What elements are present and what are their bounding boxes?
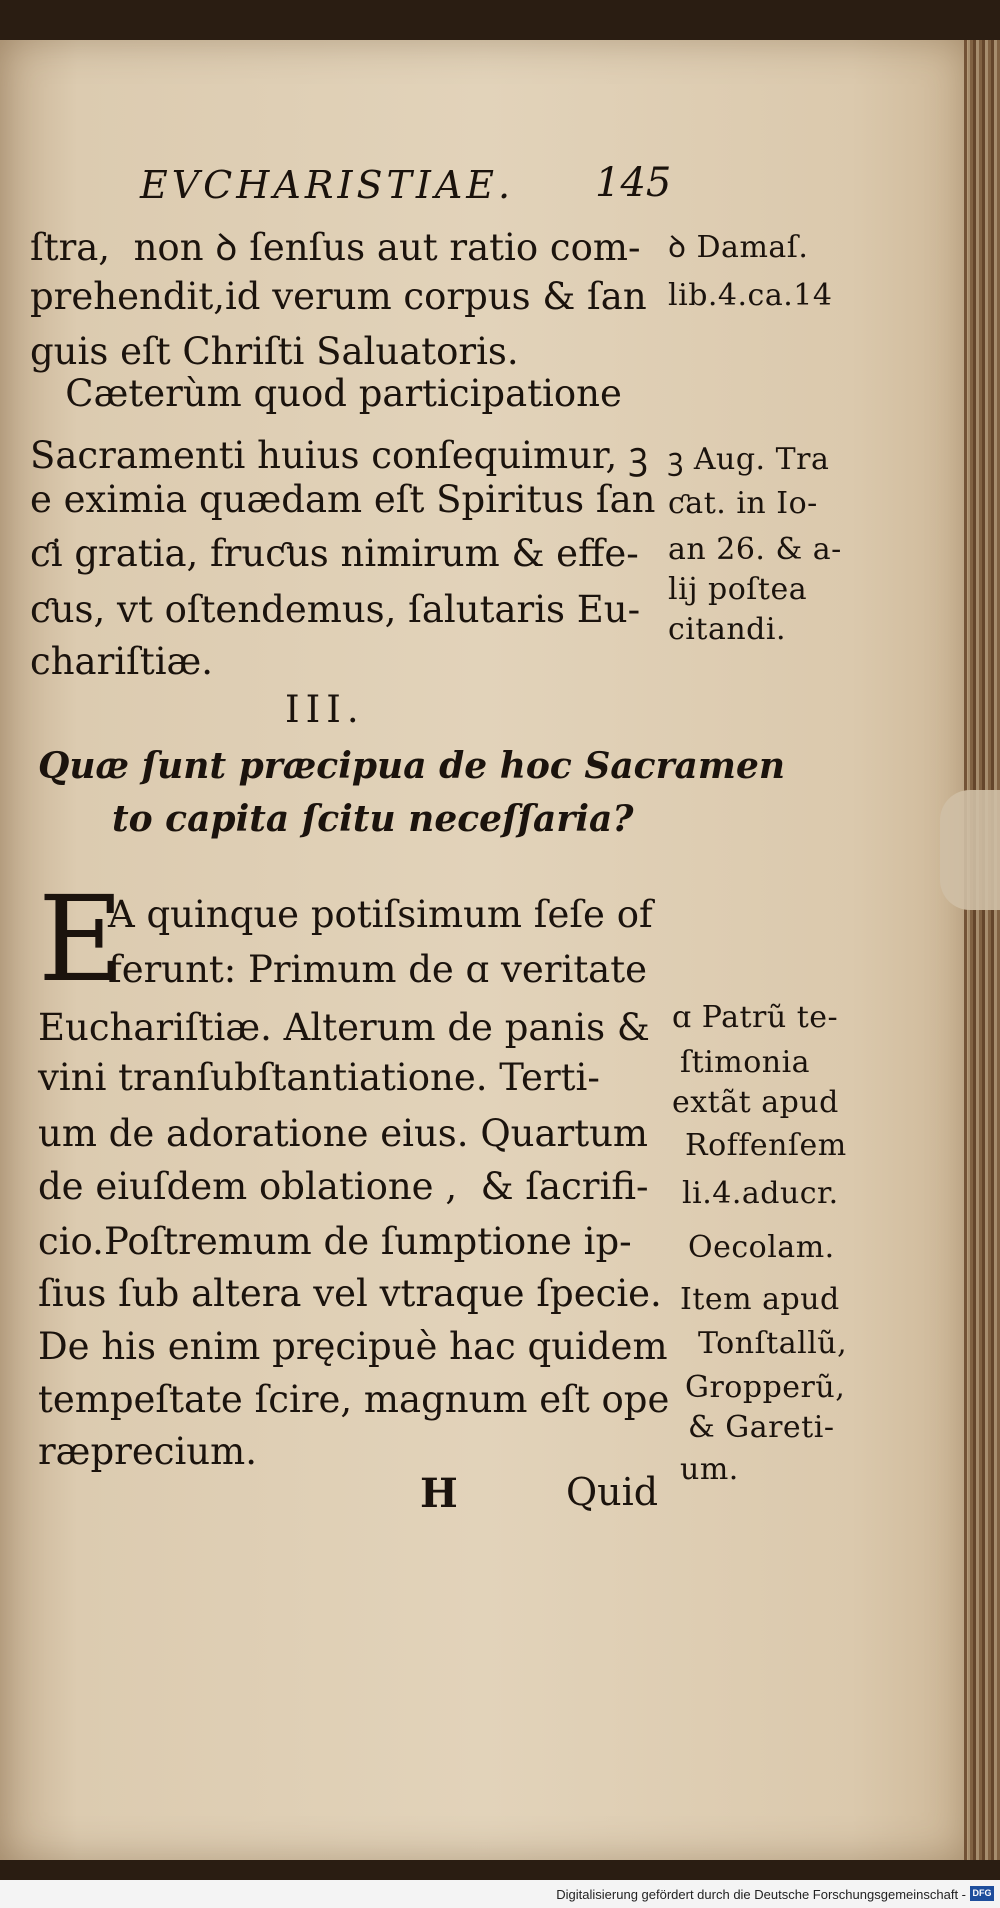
text-line: prehendit,id verum corpus & ſan (30, 275, 647, 318)
margin-note: Item apud (680, 1282, 840, 1317)
dfg-logo-icon: DFG (970, 1886, 994, 1901)
margin-note: ꝫ Aug. Tra (668, 442, 830, 477)
signature-mark: H (420, 1470, 458, 1517)
text-line: chariſtiæ. (30, 640, 214, 683)
running-header: EVCHARISTIAE. (140, 163, 515, 207)
text-line: Sacramenti huius conſequimur, ꝫ (30, 434, 648, 477)
text-line: ſtra, non ꝺ ſenſus aut ratio com- (30, 226, 641, 269)
text-line: ræprecium. (38, 1430, 257, 1473)
margin-note: Roffenſem (685, 1128, 847, 1163)
text-line: ſius ſub altera vel vtraque ſpecie. (38, 1272, 662, 1315)
margin-note: Oecolam. (688, 1230, 835, 1265)
margin-note: ɑ Patrũ te- (672, 1000, 839, 1035)
margin-note: lij poſtea (668, 572, 808, 607)
text-line: um de adoratione eius. Quartum (38, 1112, 649, 1155)
text-line: tempeſtate ſcire, magnum eſt ope (38, 1378, 670, 1421)
text-line: ƈus, vt oſtendemus, ſalutaris Eu- (30, 588, 641, 631)
text-line: vini tranſubſtantiatione. Terti- (38, 1056, 600, 1099)
catchword: Quid (566, 1470, 659, 1514)
margin-note: lib.4.ca.14 (668, 278, 833, 313)
text-line: A quinque potiſsimum ſeſe of (108, 893, 653, 936)
margin-note: ꝺ Damaſ. (668, 230, 809, 265)
margin-note: ƈat. in Io- (668, 486, 818, 521)
text-line: e eximia quædam eſt Spiritus ſan (30, 478, 656, 521)
text-line: de eiuſdem oblatione , & ſacrifi- (38, 1165, 649, 1208)
section-number: III. (285, 688, 365, 731)
text-line: ferunt: Primum de ɑ veritate (108, 948, 648, 991)
margin-note: Tonſtallũ, (698, 1326, 848, 1361)
margin-note: citandi. (668, 612, 786, 647)
page-number: 145 (595, 160, 672, 206)
text-line: guis eſt Chriſti Saluatoris. (30, 330, 519, 373)
margin-note: & Gareti- (688, 1410, 835, 1445)
page-edges (964, 40, 1000, 1860)
text-line: Euchariſtiæ. Alterum de panis & (38, 1006, 650, 1049)
margin-note: extãt apud (672, 1085, 839, 1120)
margin-note: ſtimonia (680, 1045, 811, 1080)
text-line: cio.Poſtremum de ſumptione ip- (38, 1220, 632, 1263)
margin-note: li.4.aducr. (682, 1176, 839, 1211)
margin-note: um. (680, 1452, 739, 1487)
digitization-notice: Digitalisierung gefördert durch die Deutsche Forschungsgemeinschaft - (556, 1887, 966, 1902)
text-line: ƈi gratia, fruƈus nimirum & effe- (30, 532, 639, 575)
digitization-footer (0, 1880, 1000, 1908)
drop-cap: E (38, 870, 125, 1008)
text-line: De his enim pręcipuè hac quidem (38, 1325, 668, 1368)
bookmark-tab (940, 790, 1000, 910)
margin-note: Gropperũ, (685, 1370, 846, 1405)
question-line: to capita ſcitu neceſſaria? (112, 798, 634, 840)
question-line: Quæ ſunt præcipua de hoc Sacramen (38, 745, 786, 787)
margin-note: an 26. & a- (668, 532, 842, 567)
text-line: Cæterùm quod participatione (30, 372, 622, 415)
